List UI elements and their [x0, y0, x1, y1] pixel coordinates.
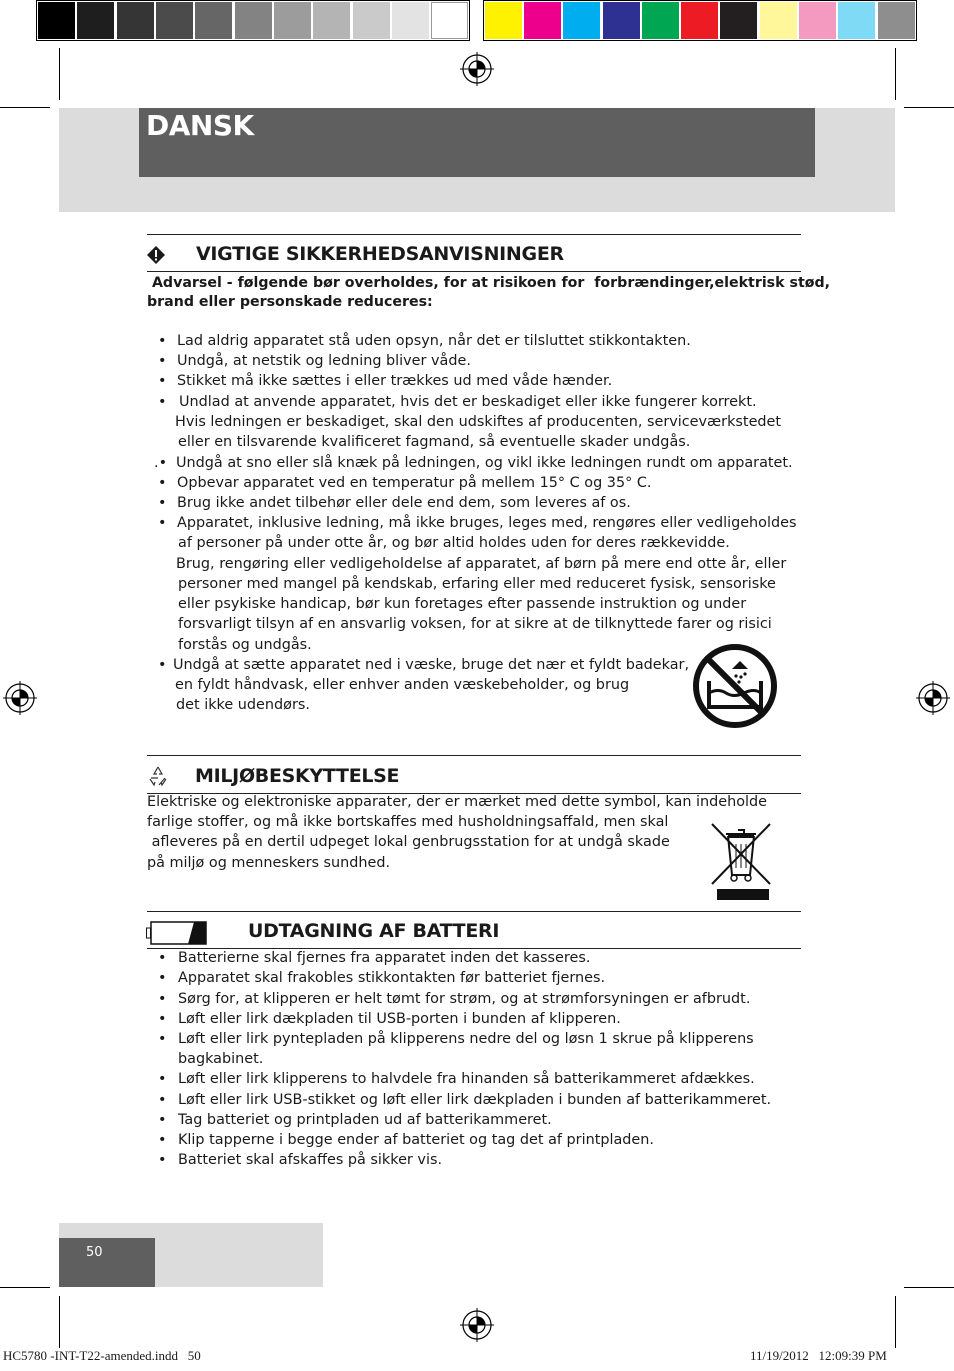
crop-mark [0, 107, 50, 108]
section-rule [147, 948, 801, 949]
file-slug: HC5780 -INT-T22-amended.indd 50 [3, 1348, 201, 1363]
battery-line: Løft eller lirk klipperens to halvdele fra hinanden så batterikammeret afdækkes. [178, 1071, 755, 1087]
safety-line: en fyldt håndvask, eller enhver anden væskebeholder, og brug [175, 677, 630, 693]
safety-line: eller en tilsvarende kvalificeret fagmand, så eventuelle skader undgås. [178, 434, 691, 450]
crop-mark [895, 48, 896, 100]
battery-line: Løft eller lirk dækpladen til USB-porten i bunden af klipperen. [178, 1011, 621, 1027]
print-timestamp: 11/19/2012 12:09:39 PM [750, 1348, 887, 1363]
crop-mark [59, 48, 60, 100]
battery-line: Klip tapperne i begge ender af batteriet og tag det af printpladen. [178, 1132, 654, 1148]
section-rule [147, 271, 801, 272]
registration-mark-icon [460, 52, 494, 86]
battery-line: Batteriet skal afskaffes på sikker vis. [178, 1152, 443, 1168]
safety-line: Undgå at sno eller slå knæk på ledningen, og vikl ikke ledningen rundt om apparatet. [176, 455, 793, 471]
safety-line: forsvarligt tilsyn af en ansvarlig voksen, for at sikre at de tilknyttede farer og risici [178, 616, 772, 632]
environment-heading: MILJØBESKYTTELSE [195, 765, 400, 787]
no-water-icon [692, 643, 778, 729]
bullet-icon: • [158, 1092, 167, 1108]
battery-line: Sørg for, at klipperen er helt tømt for strøm, og at strømforsyningen er afbrudt. [178, 991, 751, 1007]
battery-line: Batterierne skal fjernes fra apparatet inden det kasseres. [178, 950, 591, 966]
battery-line: bagkabinet. [178, 1051, 264, 1067]
safety-line: Undgå at sætte apparatet ned i væske, bruge det nær et fyldt badekar, [173, 657, 690, 673]
bullet-icon: • [158, 991, 167, 1007]
bullet-icon: • [158, 1071, 167, 1087]
bullet-icon: • [158, 1011, 167, 1027]
safety-line: Undgå, at netstik og ledning bliver våde. [177, 353, 471, 369]
battery-line: Løft eller lirk pyntepladen på klipperens nedre del og løsn 1 skrue på klipperens [178, 1031, 754, 1047]
bullet-icon: • [158, 333, 167, 349]
safety-line: forstås og undgås. [178, 637, 312, 653]
crop-mark [895, 1296, 896, 1348]
registration-mark-icon [460, 1308, 494, 1342]
swatch-frame [36, 0, 470, 41]
safety-line: Apparatet, inklusive ledning, må ikke bruges, leges med, rengøres eller vedligeholdes [177, 515, 797, 531]
safety-line: Brug ikke andet tilbehør eller dele end dem, som leveres af os. [177, 495, 631, 511]
battery-line: Tag batteriet og printpladen ud af batterikammeret. [178, 1112, 552, 1128]
swatch-frame [483, 0, 917, 41]
crop-mark [904, 107, 954, 108]
safety-line: personer med mangel på kendskab, erfaring eller med reduceret fysisk, sensoriske [178, 576, 776, 592]
bullet-icon: • [158, 657, 167, 673]
section-rule [147, 755, 801, 756]
bullet-icon: • [158, 373, 167, 389]
warning-icon [146, 245, 166, 265]
safety-line: det ikke udendørs. [176, 697, 310, 713]
warning-intro [147, 274, 831, 312]
safety-line: Lad aldrig apparatet stå uden opsyn, når det er tilsluttet stikkontakten. [177, 333, 691, 349]
battery-heading: UDTAGNING AF BATTERI [248, 920, 500, 942]
safety-line: Hvis ledningen er beskadiget, skal den udskiftes af producenten, serviceværkstedet [175, 414, 782, 430]
page-number-box [59, 1238, 155, 1287]
registration-mark-icon [916, 681, 950, 715]
safety-line: af personer på under otte år, og bør altid holdes uden for deres rækkevidde. [178, 535, 730, 551]
bullet-icon: • [158, 1031, 167, 1047]
section-rule [147, 234, 801, 235]
page-title: DANSK [146, 109, 254, 142]
battery-icon [146, 920, 208, 946]
crop-mark [59, 1296, 60, 1348]
bullet-icon: • [158, 1112, 167, 1128]
warning-intro-line: brand eller personskade reduceres: [147, 294, 433, 310]
bullet-icon: • [158, 950, 167, 966]
environment-line: Elektriske og elektroniske apparater, der er mærket med dette symbol, kan indeholde [147, 794, 768, 810]
bullet-icon: • [158, 495, 167, 511]
battery-line: Løft eller lirk USB-stikket og løft eller lirk dækpladen i bunden af batterikammeret. [178, 1092, 772, 1108]
section-rule [147, 911, 801, 912]
bullet-icon: • [158, 353, 167, 369]
battery-line: Apparatet skal frakobles stikkontakten før batteriet fjernes. [178, 970, 606, 986]
environment-line: på miljø og menneskers sundhed. [147, 855, 391, 871]
environment-line: afleveres på en dertil udpeget lokal genbrugsstation for at undgå skade [147, 834, 670, 850]
page-number: 50 [86, 1245, 103, 1260]
weee-bin-icon [708, 820, 774, 902]
warning-intro-line: Advarsel - følgende bør overholdes, for at risikoen for forbrændinger,elektrisk stød, [147, 275, 831, 291]
bullet-icon: • [158, 475, 167, 491]
crop-mark [0, 1287, 50, 1288]
bullet-icon: • [158, 1152, 167, 1168]
recycle-icon [147, 765, 169, 787]
crop-mark [904, 1287, 954, 1288]
safety-line: Opbevar apparatet ved en temperatur på mellem 15° C og 35° C. [177, 475, 652, 491]
safety-line: Undlad at anvende apparatet, hvis det er beskadiget eller ikke fungerer korrekt. [179, 394, 757, 410]
bullet-icon: • [158, 1132, 167, 1148]
bullet-icon: • [158, 394, 167, 410]
safety-line: eller psykiske handicap, bør kun foretages efter passende instruktion og under [178, 596, 747, 612]
safety-heading: VIGTIGE SIKKERHEDSANVISNINGER [196, 243, 564, 265]
environment-line: farlige stoffer, og må ikke bortskaffes med husholdningsaffald, men skal [147, 814, 669, 830]
bullet-icon: • [158, 515, 167, 531]
safety-line: Stikket må ikke sættes i eller trækkes ud med våde hænder. [177, 373, 613, 389]
safety-line: Brug, rengøring eller vedligeholdelse af apparatet, af børn på mere end otte år, eller [176, 556, 787, 572]
registration-mark-icon [3, 681, 37, 715]
bullet-icon: .• [154, 455, 168, 471]
bullet-icon: • [158, 970, 167, 986]
